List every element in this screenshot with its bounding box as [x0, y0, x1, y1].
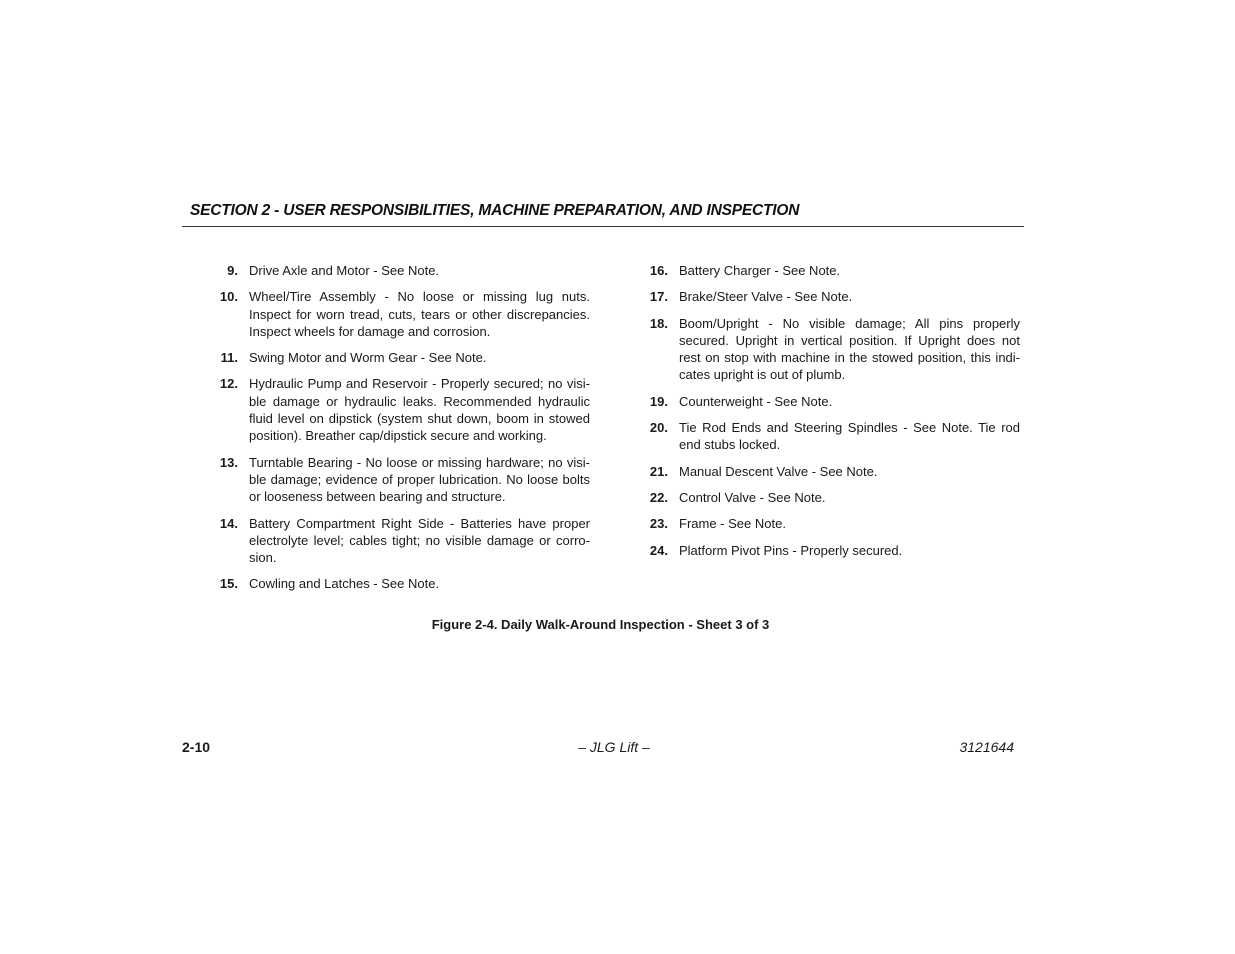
- item-number: 23.: [649, 516, 668, 532]
- list-item: [210, 575, 590, 592]
- item-text: Counterweight - See Note.: [679, 393, 833, 409]
- item-number: 19.: [649, 393, 668, 409]
- section-title: SECTION 2 - USER RESPONSIBILITIES, MACHINE PREPARATION, AND INSPECTION: [190, 202, 800, 219]
- item-text: Platform Pivot Pins - Properly secured.: [679, 542, 903, 558]
- item-text: Manual Descent Valve - See Note.: [679, 463, 878, 479]
- item-number: 21.: [649, 463, 668, 479]
- item-text: Cowling and Latches - See Note.: [249, 576, 440, 592]
- inspection-list-right: [640, 262, 1020, 559]
- list-item: [640, 463, 1020, 480]
- item-number: 22.: [649, 489, 668, 505]
- item-number: 12.: [219, 376, 238, 392]
- list-item: [640, 315, 1020, 384]
- list-item: [640, 419, 1020, 454]
- list-item: [210, 515, 590, 567]
- figure-caption: Figure 2-4. Daily Walk-Around Inspection - Sheet 3 of 3: [431, 617, 770, 632]
- list-item: [640, 288, 1020, 305]
- item-number: 10.: [219, 289, 238, 305]
- list-item: [640, 542, 1020, 559]
- footer-publisher: – JLG Lift –: [578, 739, 650, 755]
- list-item: [210, 349, 590, 366]
- item-text: Tie Rod Ends and Steering Spindles - See Note. Tie rod end stubs locked.: [679, 420, 1020, 453]
- item-number: 15.: [219, 576, 238, 592]
- item-text: Swing Motor and Worm Gear - See Note.: [249, 350, 487, 366]
- list-item: [210, 375, 590, 444]
- item-number: 11.: [220, 350, 238, 366]
- item-number: 16.: [649, 263, 668, 278]
- item-number: 14.: [219, 515, 238, 531]
- item-text: Drive Axle and Motor - See Note.: [249, 263, 440, 278]
- item-text: Hydraulic Pump and Reservoir - Properly secured; no visi-ble damage or hydraulic leaks. Recommended hydraulic fluid level on dipstick (system shut down, boom in stowed position). Breather cap/dipstick secure and working.: [249, 376, 590, 444]
- item-text: Battery Charger - See Note.: [679, 263, 841, 278]
- inspection-list-left: [210, 262, 590, 593]
- item-number: 9.: [227, 263, 238, 278]
- list-item: [210, 288, 590, 340]
- item-number: 17.: [649, 289, 668, 305]
- list-item: [210, 262, 590, 279]
- item-number: 24.: [649, 542, 668, 558]
- item-text: Turntable Bearing - No loose or missing hardware; no visi-ble damage; evidence of proper lubrication. No loose bolts or looseness between bearing and structure.: [249, 454, 590, 505]
- list-item: [640, 515, 1020, 532]
- item-number: 20.: [649, 420, 668, 436]
- item-text: Boom/Upright - No visible damage; All pins properly secured. Upright in vertical position. If Upright does not rest on stop with machine in the stowed position, this indi-cates upright is out of plumb.: [679, 315, 1020, 383]
- list-item: [640, 489, 1020, 506]
- page-number: 2-10: [182, 739, 211, 755]
- item-number: 18.: [649, 315, 668, 331]
- section-divider: [182, 226, 1024, 227]
- list-item: [640, 393, 1020, 410]
- list-item: [640, 262, 1020, 279]
- item-text: Control Valve - See Note.: [679, 489, 826, 505]
- item-text: Brake/Steer Valve - See Note.: [679, 289, 853, 305]
- document-number: 3121644: [959, 739, 1014, 755]
- list-item: [210, 454, 590, 506]
- item-number: 13.: [219, 454, 238, 470]
- item-text: Wheel/Tire Assembly - No loose or missing lug nuts. Inspect for worn tread, cuts, tears or other discrepancies. Inspect wheels for damage and corrosion.: [249, 289, 590, 339]
- item-text: Frame - See Note.: [679, 516, 786, 532]
- item-text: Battery Compartment Right Side - Batteries have proper electrolyte level; cables tight; no visible damage or corro-sion.: [249, 515, 590, 566]
